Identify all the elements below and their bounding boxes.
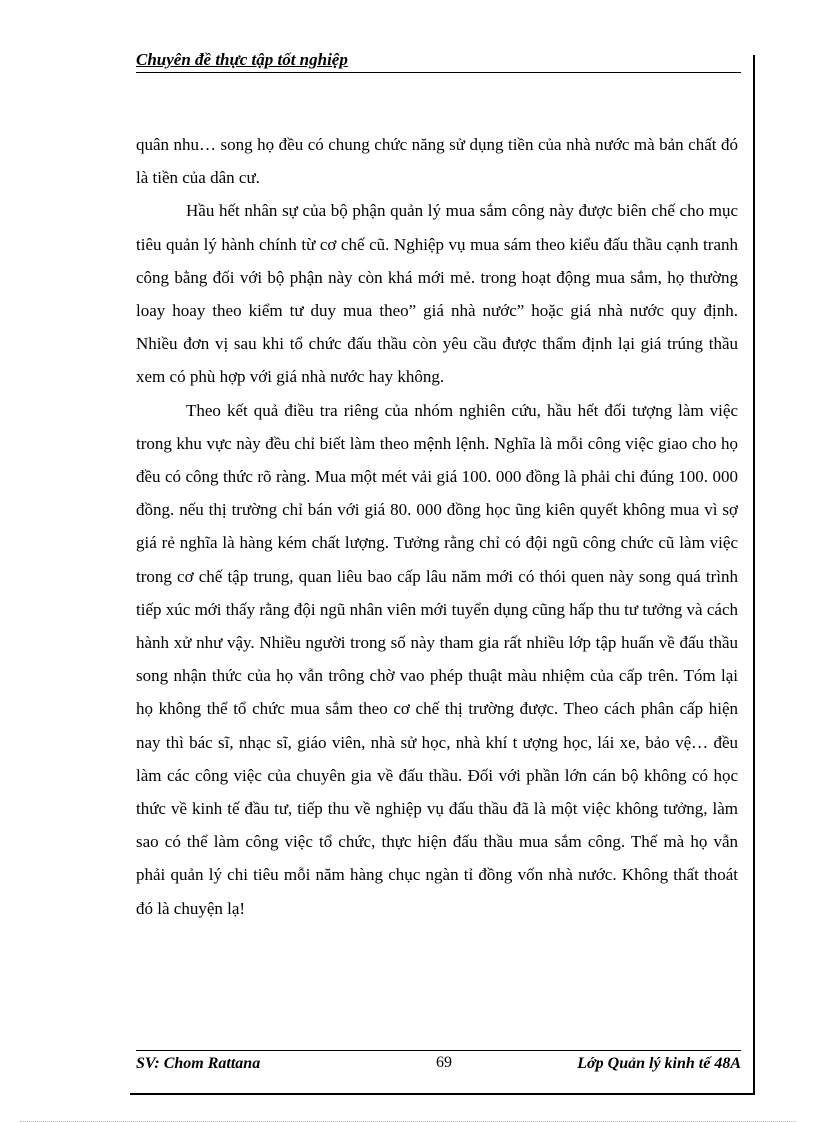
body-text [136, 128, 738, 925]
page-edge-dotted-line [20, 1121, 796, 1122]
paragraph-2: Hầu hết nhân sự của bộ phận quản lý mua sắm công này được biên chế cho mục tiêu quản lý hành chính từ cơ chế cũ. Nghiệp vụ mua sám theo kiểu đấu thầu cạnh tranh công bằng đối với bộ phận này còn khá mới mẻ. trong hoạt động mua sắm, họ thường loay hoay theo kiểm tư duy mua theo” giá nhà nước” hoặc giá nhà nước quy định. Nhiều đơn vị sau khi tổ chức đấu thầu còn yêu cầu được thẩm định lại giá trúng thầu xem có phù hợp với giá nhà nước hay không. [136, 201, 738, 387]
page-border-right [753, 55, 755, 1095]
header-title: Chuyên đề thực tập tốt nghiệp [136, 50, 348, 69]
footer-page-number: 69 [436, 1054, 452, 1071]
footer-class-name: Lớp Quản lý kinh tế 48A [577, 1055, 741, 1072]
page-border-bottom [130, 1093, 755, 1095]
footer-student-name: SV: Chom Rattana [136, 1055, 261, 1072]
paragraph-3: Theo kết quả điều tra riêng của nhóm nghiên cứu, hầu hết đối tượng làm việc trong khu vực này đều chỉ biết làm theo mệnh lệnh. Nghĩa là mỗi công việc giao cho họ đều có công thức rõ ràng. Mua một mét vải giá 100. 000 đồng là phải chi đúng 100. 000 đồng. nếu thị trường chỉ bán với giá 80. 000 đồng học ũng kiên quyết không mua vì sợ giá rẻ nghĩa là hàng kém chất lượng. Tưởng rằng chỉ có đội ngũ công chức cũ làm việc trong cơ chế tập trung, quan liêu bao cấp lâu năm mới có thói quen này song quá trình tiếp xúc mới thấy rằng đội ngũ nhân viên mới tuyển dụng cũng hấp thu tư tưởng và cách hành xử như vậy. Nhiều người trong số này tham gia rất nhiều lớp tập huấn về đấu thầu song nhận thức của họ vẫn trông chờ vao phép thuật màu nhiệm của cấp trên. Tóm lại họ không thể tổ chức mua sắm theo cơ chế thị trường được. Theo cách phân cấp hiện nay thì bác sĩ, nhạc sĩ, giáo viên, nhà sử học, nhà khí t ượng học, lái xe, bảo vệ… đều làm các công việc của chuyên gia về đấu thầu. Đối với phần lớn cán bộ không có học thức về kinh tế đầu tư, tiếp thu về nghiệp vụ đấu thầu đã là một việc không tưởng, làm sao có thể làm công việc tổ chức, thực hiện đấu thầu mua sắm công. Thế mà họ vẫn phải quản lý chi tiêu mỗi năm hàng chục ngàn tỉ đồng vốn nhà nước. Không thất thoát đó là chuyện lạ! [136, 400, 738, 918]
page-header [136, 48, 741, 73]
paragraph-1: quân nhu… song họ đều có chung chức năng sử dụng tiền của nhà nước mà bản chất đó là tiền của dân cư. [136, 135, 738, 188]
page-footer [136, 1050, 741, 1081]
